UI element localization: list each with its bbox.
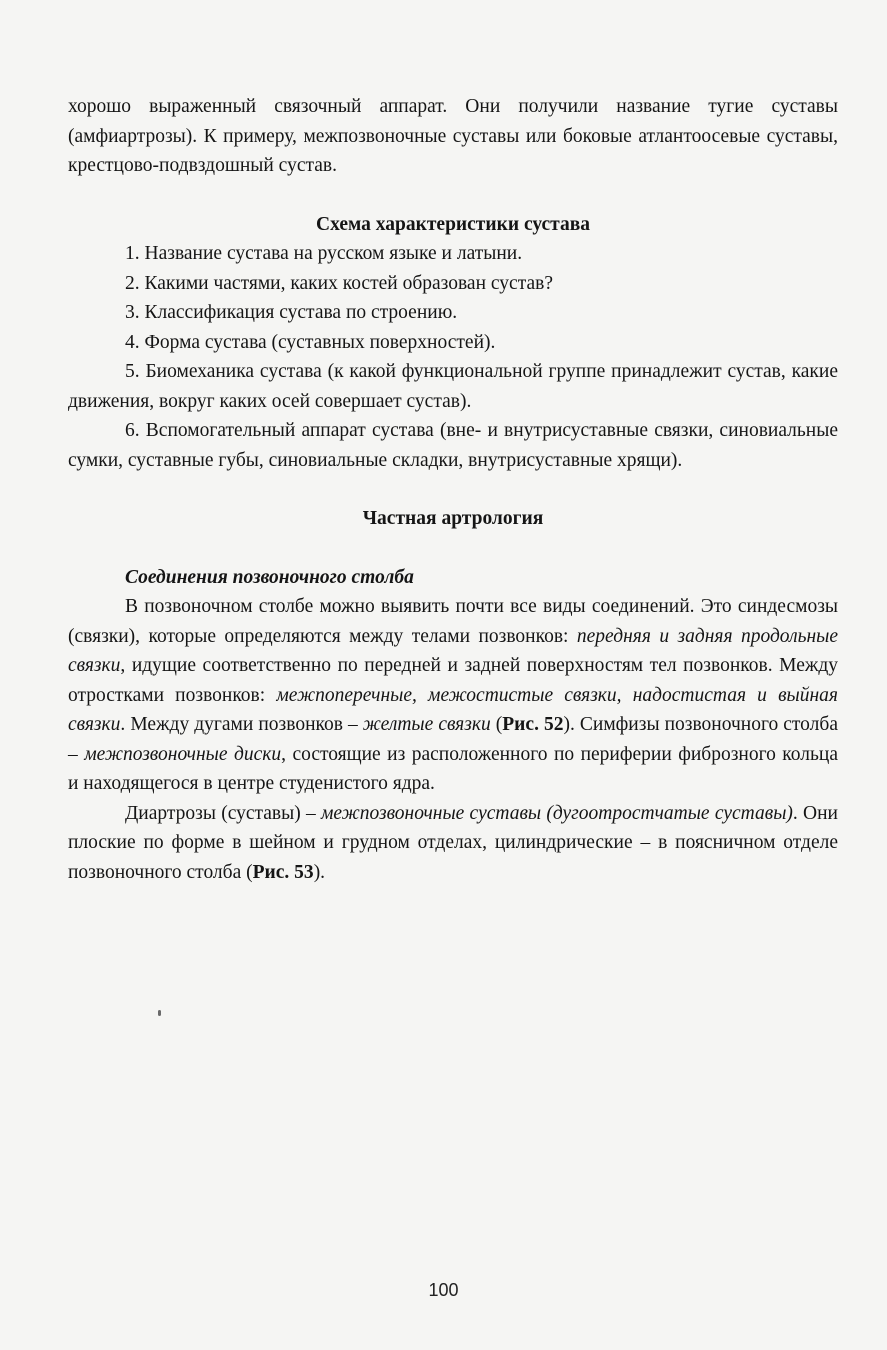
text-run: ).	[313, 861, 326, 883]
page-number: 100	[428, 1280, 459, 1300]
text-run: . Между дугами позвонков –	[120, 714, 363, 735]
vertebral-paragraph-1	[68, 592, 838, 799]
italic-term: межпозвоночные диски	[84, 743, 282, 765]
text-run: . Они плоские по форме в шейном и грудном отделах, цилиндрические – в поясничном отделе позвоночного столба (	[68, 802, 838, 883]
schema-item-5: 5. Биомеханика сустава (к какой функциональной группе принадлежит сустав, какие движения, вокруг каких осей совершает сустав).	[68, 361, 838, 412]
schema-heading: Схема характеристики сустава	[315, 213, 591, 235]
text-run: Диартрозы (суставы) –	[125, 802, 321, 824]
scan-speck	[158, 1010, 161, 1016]
text-run: В позвоночном столбе можно выявить почти все виды соединений. Это синдесмозы (связки), которые определяются между телами позвонков:	[68, 596, 838, 647]
section-heading: Частная артрология	[362, 508, 544, 529]
intro-paragraph: хорошо выраженный связочный аппарат. Они получили название тугие суставы (амфиартрозы). К примеру, межпозвоночные суставы или боковые атлантоосевые суставы, крестцово-подвздошный сустав.	[68, 96, 838, 176]
section-subheading: Соединения позвоночного столба	[125, 566, 414, 588]
page-content	[68, 92, 838, 887]
text-run: , состоящие из расположенного по периферии фиброзного кольца и находящегося в центре студенистого ядра.	[68, 743, 838, 794]
italic-term: желтые связки	[362, 714, 491, 735]
text-run: (	[490, 714, 503, 735]
text-run: , идущие соответственно по передней и задней поверхностям тел позвонков. Между отростками позвонков:	[68, 655, 838, 706]
italic-term: передняя и задняя продольные связки	[68, 625, 838, 676]
figure-reference: Рис. 53	[252, 861, 314, 883]
figure-reference: Рис. 52	[502, 714, 564, 735]
schema-item-2: 2. Какими частями, каких костей образован сустав?	[125, 272, 553, 294]
schema-item-1: 1. Название сустава на русском языке и латыни.	[125, 243, 523, 264]
vertebral-paragraph-2	[68, 799, 838, 888]
schema-item-3: 3. Классификация сустава по строению.	[125, 302, 458, 323]
text-run: ). Симфизы позвоночного столба –	[68, 714, 838, 765]
schema-item-6: 6. Вспомогательный аппарат сустава (вне- и внутрисуставные связки, синовиальные сумки, суставные губы, синовиальные складки, внутрисуставные хрящи).	[68, 420, 838, 471]
schema-item-4: 4. Форма сустава (суставных поверхностей).	[125, 331, 496, 353]
italic-term: межпозвоночные суставы (дугоотростчатые суставы)	[320, 802, 793, 824]
italic-term: межпоперечные, межостистые связки, надостистая и выйная связки	[68, 684, 838, 735]
